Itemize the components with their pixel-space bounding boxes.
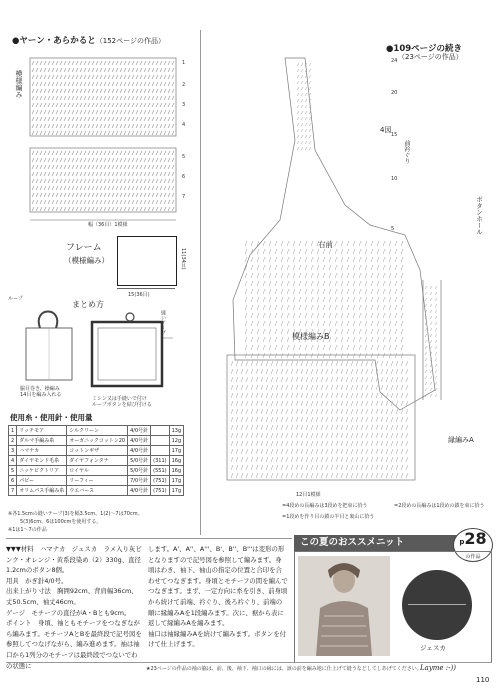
heading-ref: （152ページの作品） [95, 37, 165, 45]
usage-cell: ニッケビクトリア [17, 466, 67, 476]
usage-cell: 13g [169, 426, 184, 436]
column-divider [200, 30, 201, 535]
edge-label: 縁編みA [448, 436, 474, 444]
usage-cell: (311) [151, 456, 169, 466]
materials-p5: ポイント 身頃、袖ともモチーフをつなぎながら編みます。モチーフAとBを最終段で記号図を参照してつなげながら、編み進めます。袖は袖口から1列分のモチーフは最終段でつないでわの状態に [6, 619, 142, 670]
usage-cell: 7 [9, 486, 17, 496]
right-heading: ●109ページの続き [386, 44, 462, 54]
frame-diagram [117, 236, 177, 286]
materials-p3: 出来上がり寸法 胸囲92cm、背肩幅36cm、丈50.5cm、袖丈46cm。 [6, 587, 138, 606]
badge-number: 28 [464, 529, 487, 548]
usage-cell: 16g [169, 466, 184, 476]
usage-cell: 17g [169, 486, 184, 496]
usage-cell: リーフィー [67, 476, 128, 486]
materials-divider [6, 538, 292, 539]
usage-cell: 4/0号針 [128, 426, 151, 436]
usage-cell: 12g [169, 436, 184, 446]
usage-cell: ハマナカ [17, 446, 67, 456]
usage-cell: (551) [151, 466, 169, 476]
frame-side-dim: 11(34目) [180, 248, 186, 270]
usage-cell: 4/0号針 [128, 436, 151, 446]
svg-text:20: 20 [391, 90, 398, 96]
usage-cell: 4 [9, 456, 17, 466]
loop-label: ループ [8, 296, 23, 302]
svg-text:5: 5 [391, 226, 395, 232]
piece-label: 右前 [318, 240, 333, 249]
pattern-label-vertical: 模様編み [15, 70, 23, 98]
usage-cell: 16g [169, 456, 184, 466]
usage-note-2: 5(3)6cm、6は100cmを使用する。 [20, 519, 102, 525]
frame-title: フレーム [66, 243, 102, 253]
usage-cell: (751) [151, 476, 169, 486]
usage-cell: シルクリーン [67, 426, 128, 436]
usage-cell: ロイヤル [67, 466, 128, 476]
footer-brand: Layme :-)) [420, 664, 456, 672]
materials-col-2 [148, 544, 288, 650]
usage-cell: 5/0号針 [128, 466, 151, 476]
svg-text:10: 10 [391, 176, 398, 182]
legend-3: =1段めを作り目の鎖の半目と裏山に拾う [282, 514, 375, 520]
svg-text:5: 5 [182, 154, 186, 160]
svg-text:6: 6 [182, 174, 186, 180]
materials-p7: 袖口は袖縁編みAを続けて編みます。ボタンを付けて仕上げます。 [148, 629, 287, 649]
usage-row [9, 426, 184, 436]
frame-sub: （模様編み） [64, 256, 109, 265]
materials-p2: 用具 かぎ針4/0号。 [6, 576, 68, 585]
badge-suffix: の作品 [465, 554, 481, 560]
usage-cell: 4/0号針 [128, 486, 151, 496]
frame-bottom-dim: 15(36目) [128, 292, 150, 298]
yarn-label: ジェスカ [420, 644, 446, 652]
page-number: 110 [476, 676, 490, 684]
usage-cell [151, 446, 169, 456]
usage-cell: ウエバース [67, 486, 128, 496]
usage-cell: (751) [151, 486, 169, 496]
side-tape-label: 縫いテープ [160, 310, 166, 335]
usage-cell: 7/0号針 [128, 476, 151, 486]
yarn-strand [408, 604, 466, 605]
usage-cell: 5/0号針 [128, 456, 151, 466]
usage-cell: 4/0号針 [128, 446, 151, 456]
usage-cell: ダルマ手編み糸 [17, 436, 67, 446]
usage-title: 使用糸・使用針・使用量 [10, 413, 93, 422]
usage-row [9, 486, 184, 496]
svg-text:24: 24 [391, 58, 398, 64]
neck-label: 前衿ぐり [403, 140, 410, 164]
legend-1: =4段めの長編みは3段めを把束に拾う [282, 503, 368, 509]
usage-cell: パピー [17, 476, 67, 486]
svg-text:1: 1 [182, 60, 186, 66]
crochet-chart-right [205, 40, 495, 520]
frame-dim-line [117, 288, 175, 289]
crochet-chart-top [22, 50, 202, 230]
materials-p1: ▼▼▼材料 ハマナカ ジェスカ ラメ入り灰ピンク・オレンジ・黄系段染め（2）330g、直径1.2cmのボタン8個。 [6, 545, 142, 575]
model-photo [298, 556, 390, 656]
usage-cell: 5 [9, 466, 17, 476]
usage-note-1: ※各1.5cmの縫いテープ(3)を幅3.5cm、1(2)～7は70cm。 [8, 511, 143, 517]
yarn-swatch [402, 570, 472, 640]
usage-cell: リッチモア [17, 426, 67, 436]
note-right: ミシン又は手縫いで付け ループボタンを結び付ける [92, 396, 152, 408]
materials-p6: します。A'、A''、A'''、B'、B''、B'''は変形の形となりますので記号図を参照して編みます。身頃はわき、袖下、袖山の指定の位置と合印を合わせてつなぎます。身頃とモチーフの間を編んでつなぎます。まず、一定方向に糸を引き、前身頃から続けて前端、衿ぐり、後ろ衿ぐり、前端の順に縁編みAを1段編みます。次に、裾から表に返して縁編みAを編みます。 [148, 545, 288, 628]
left-heading [12, 34, 165, 46]
fig-label: 4図 [380, 126, 392, 134]
usage-cell: 3 [9, 446, 17, 456]
usage-cell: 17g [169, 446, 184, 456]
usage-note-3: ※1は1～7の作品 [8, 527, 47, 533]
usage-row [9, 456, 184, 466]
usage-cell: コットンギザ [67, 446, 128, 456]
finishing-diagram [18, 298, 178, 398]
materials-p4: ゲージ モチーフの直径がA・Bとも9cm。 [6, 608, 131, 617]
pattern-b-label: 模様編みB [292, 332, 330, 341]
usage-row [9, 446, 184, 456]
svg-text:15: 15 [391, 132, 398, 138]
svg-text:4: 4 [182, 122, 186, 128]
model-illustration [298, 556, 390, 656]
usage-row [9, 476, 184, 486]
usage-table-wrap [8, 425, 184, 496]
usage-cell: ダイヤフォンタナ [67, 456, 128, 466]
usage-cell: 1 [9, 426, 17, 436]
svg-text:7: 7 [182, 194, 186, 200]
materials-col-1 [6, 544, 142, 671]
right-heading-ref: （23ページの作品） [398, 53, 463, 61]
usage-cell [151, 426, 169, 436]
usage-cell: 17g [169, 476, 184, 486]
usage-cell: ダイヤモンド毛糸 [17, 456, 67, 466]
usage-cell [151, 436, 169, 446]
footer-note: ★23ページの作品の袖の脇は、前、後、袖下、袖口の縁には、該の前を編み地に仕上げて縫うなどしてしあげてください。 [146, 666, 422, 672]
usage-cell: オリムパス手編み糸 [17, 486, 67, 496]
heading-text: ●ヤーン・あらかると [12, 36, 96, 46]
legend-2: =2段めの長編みは1段めの鎖を束に拾う [394, 503, 485, 509]
footer-divider [6, 662, 492, 663]
svg-text:2: 2 [182, 82, 186, 88]
note-left: 脇目巻き、操編み 14目を編み入れる [20, 386, 62, 398]
usage-cell: 6 [9, 476, 17, 486]
svg-text:3: 3 [182, 102, 186, 108]
usage-row [9, 466, 184, 476]
finishing-title: まとめ方 [72, 300, 104, 309]
dim-label-top: 幅（36目）1模様 [88, 222, 128, 228]
usage-table [8, 425, 184, 496]
width-label: 12目1模様 [296, 492, 321, 498]
badge-prefix: p [459, 538, 465, 546]
buttonhole-label: ボタンホール [475, 196, 483, 235]
usage-row [9, 436, 184, 446]
recommend-title-bar: この夏のおススメニット [294, 535, 460, 551]
usage-cell: 2 [9, 436, 17, 446]
usage-cell: オーガニックコットン20 [67, 436, 128, 446]
